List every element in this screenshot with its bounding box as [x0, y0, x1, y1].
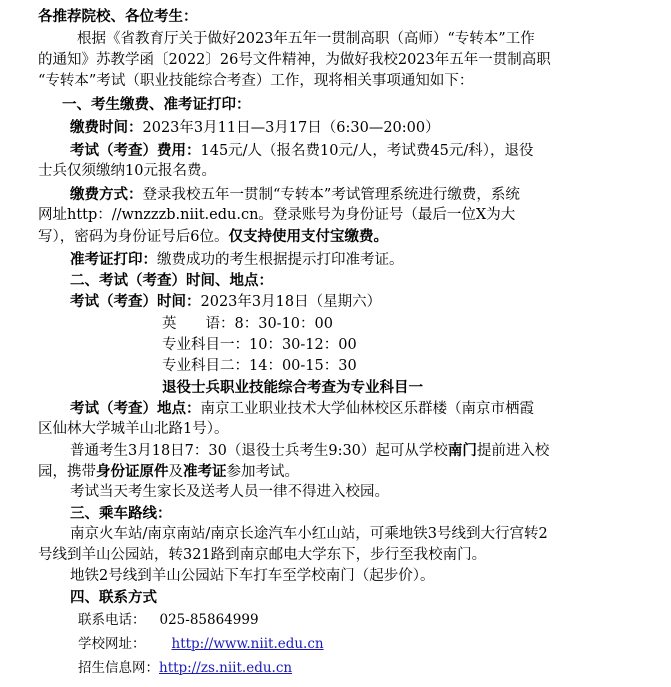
schedule-subject-1: 专业科目一：10：30-12：00 — [162, 337, 357, 353]
password-rule: 写），密码为身份证号后6位。 — [38, 229, 229, 245]
section-4-title: 四、联系方式 — [70, 589, 157, 606]
payment-method-cont-2 — [38, 226, 388, 247]
entry-req-end: 参加考试。 — [226, 464, 299, 480]
payment-method-cont-1: 网址http：//wnzzzb.niit.edu.cn。登录账号为身份证号（最后一位X为大 — [38, 207, 516, 223]
payment-time-value: 2023年3月11日—3月17日（6:30—20:00） — [142, 120, 440, 136]
id-card-original: 身份证原件 — [96, 463, 169, 480]
route-1-cont: 号线到羊山公园站，转321路到南京邮电大学东下，步行至我校南门。 — [38, 547, 487, 563]
parents-note: 考试当天考生家长及送考人员一律不得进入校园。 — [70, 484, 389, 500]
ticket-print-value: 缴费成功的考生根据提示打印准考证。 — [157, 252, 404, 268]
payment-method — [70, 184, 520, 205]
exam-time-label: 考试（考查）时间： — [70, 293, 201, 310]
payment-method-value: 登录我校五年一贯制“专转本”考试管理系统进行缴费，系统 — [142, 187, 520, 203]
admission-website — [78, 658, 292, 679]
entry-time — [70, 440, 549, 461]
exam-time-value: 2023年3月18日（星期六） — [200, 294, 382, 310]
exam-fee — [70, 140, 533, 161]
exam-place-value: 南京工业职业技术大学仙林校区乐群楼（南京市栖霞 — [200, 401, 534, 417]
section-1-title: 一、考生缴费、准考证打印： — [62, 96, 251, 113]
route-2: 地铁2号线到羊山公园站下车打车至学校南门（起步价）。 — [70, 568, 435, 584]
ticket-print-label: 准考证打印： — [70, 251, 157, 268]
exam-place-cont: 区仙林大学城羊山北路1号）。 — [38, 421, 229, 437]
exam-fee-value: 145元/人（报名费10元/人，考试费45元/科），退役 — [200, 143, 534, 159]
contact-phone — [78, 610, 259, 631]
exam-fee-label: 考试（考查）费用： — [70, 142, 201, 159]
entry-requirements — [38, 461, 299, 482]
intro-line-2: 的通知》苏教学函〔2022〕26号文件精神，为做好我校2023年五年一贯制高职 — [38, 52, 551, 68]
intro-line-1: 根据《省教育厅关于做好2023年五年一贯制高职（高师）“专转本”工作 — [77, 31, 535, 47]
schedule-english: 英 语：8：30-10：00 — [162, 316, 333, 332]
salutation: 各推荐院校、各位考生： — [38, 8, 198, 25]
ticket-print — [70, 249, 404, 270]
entry-req-text: 园，携带 — [38, 464, 96, 480]
entry-req-and: 及 — [168, 464, 183, 480]
exam-fee-cont: 士兵仅须缴纳10元报名费。 — [38, 163, 216, 179]
section-2-title: 二、考试（考查）时间、地点： — [70, 272, 273, 289]
south-gate: 南门 — [447, 442, 477, 459]
school-website-link[interactable]: http://www.niit.edu.cn — [171, 636, 324, 652]
entry-time-text-2: 提前进入校 — [476, 443, 550, 459]
route-1: 南京火车站/南京南站/南京长途汽车小红山站，可乘地铁3号线到大行宫转2 — [70, 526, 548, 542]
admission-ticket: 准考证 — [183, 463, 227, 480]
payment-method-label: 缴费方式： — [70, 186, 143, 203]
schedule-subject-2: 专业科目二：14：00-15：30 — [162, 358, 357, 374]
admission-website-label: 招生信息网： — [78, 660, 159, 676]
school-website — [78, 634, 324, 655]
veteran-note: 退役士兵职业技能综合考查为专业科目一 — [162, 379, 423, 396]
exam-place — [70, 398, 534, 419]
entry-time-text: 普通考生3月18日7：30（退役士兵考生9:30）起可从学校 — [70, 443, 448, 459]
admission-website-link[interactable]: http://zs.niit.edu.cn — [159, 660, 293, 676]
payment-time-label: 缴费时间： — [70, 119, 143, 136]
exam-time — [70, 291, 381, 312]
contact-phone-value: 025-85864999 — [159, 612, 259, 628]
payment-time — [70, 117, 440, 138]
intro-line-3: “专转本”考试（职业技能综合考查）工作，现将相关事项通知如下： — [38, 73, 474, 89]
exam-place-label: 考试（考查）地点： — [70, 400, 201, 417]
section-3-title: 三、乘车路线： — [70, 505, 172, 522]
alipay-only-note: 仅支持使用支付宝缴费。 — [228, 228, 388, 245]
contact-phone-label: 联系电话： — [78, 612, 146, 628]
school-website-label: 学校网址： — [78, 636, 146, 652]
